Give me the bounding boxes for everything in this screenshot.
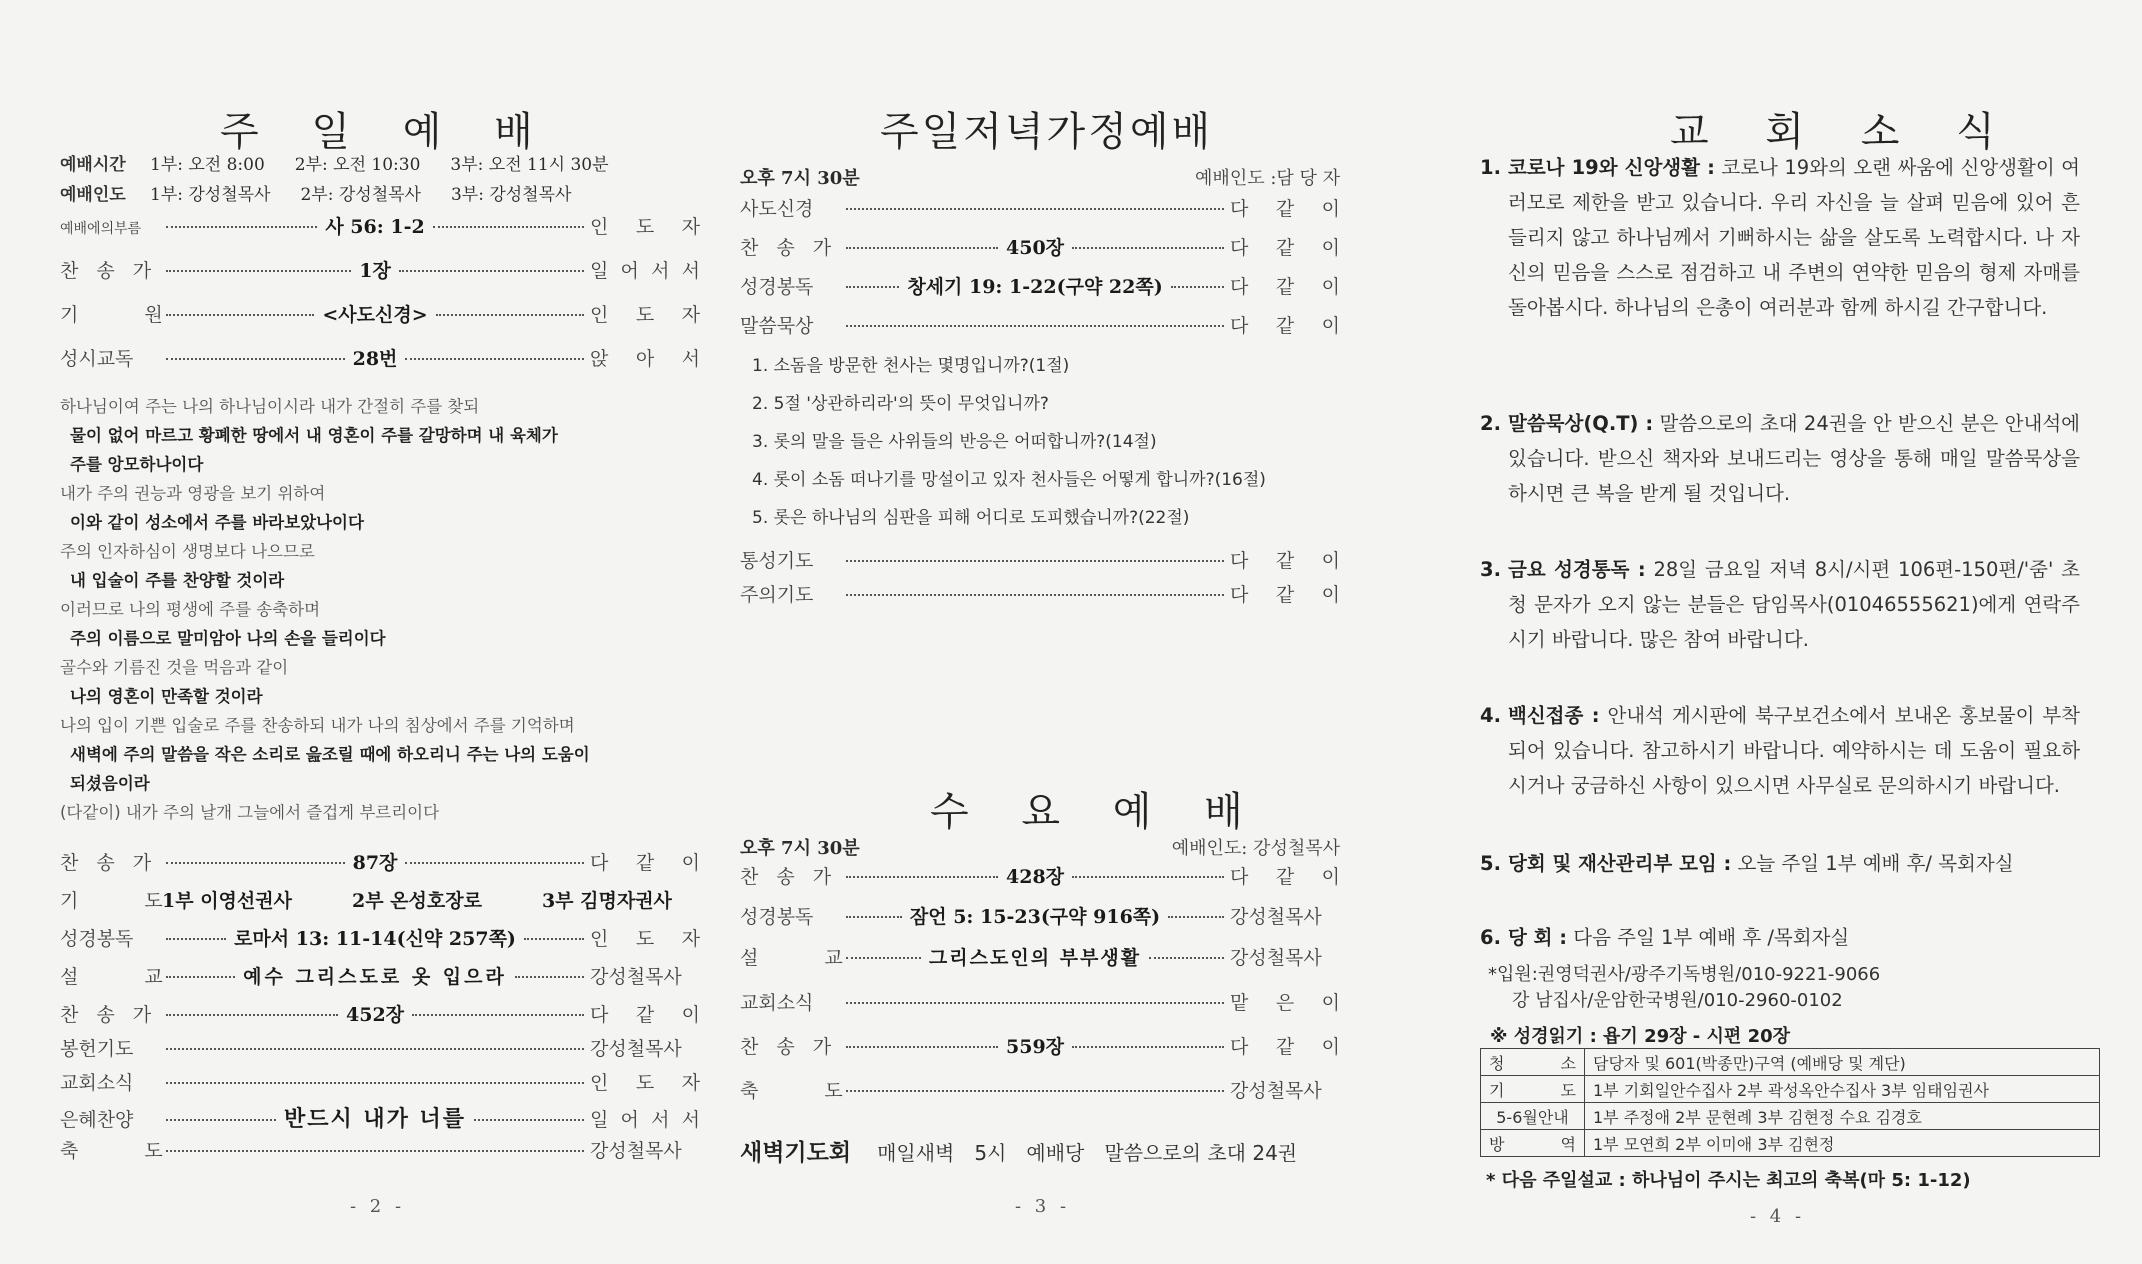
wednesday-header: 오후 7시 30분 예배인도: 강성철목사 (740, 838, 1340, 859)
page-number: - 4 - (1750, 1206, 1806, 1227)
dawn-prayer: 새벽기도회 매일새벽 5시 예배당 말씀으로의 초대 24권 (740, 1140, 1298, 1166)
order-row: 찬 송 가 428장 다 같 이 (740, 866, 1341, 888)
order-row: 찬 송 가 452장 다 같 이 (60, 1004, 701, 1026)
question-item: 1. 소돔을 방문한 천사는 몇명입니까?(1절) (752, 356, 1070, 376)
order-row: 기 원 <사도신경> 인 도 자 (60, 304, 701, 326)
order-row: 교회소식 인 도 자 (60, 1072, 700, 1094)
order-row: 설 교 그리스도인의 부부생활 강성철목사 (740, 947, 1322, 969)
duty-table (1480, 1048, 2100, 1157)
order-row: 은혜찬양 반드시 내가 너를 일 어 서 서 (60, 1106, 700, 1132)
order-row: 교회소식 맡 은 이 (740, 992, 1340, 1014)
next-sermon: * 다음 주일설교 : 하나님이 주시는 최고의 축복(마 5: 1-12) (1486, 1170, 1971, 1191)
page-number: - 3 - (1015, 1196, 1071, 1217)
news-item: 2. 말씀묵상(Q.T) : 말씀으로의 초대 24권을 안 받으신 분은 안내석에 있습니다. 받으신 책자와 보내드리는 영상을 통해 매일 말씀묵상을 하시면 큰 복을 받게 될 것입니다. (1480, 412, 2081, 505)
page-number: - 2 - (350, 1196, 406, 1217)
order-row: 말씀묵상 다 같 이 (740, 315, 1340, 337)
page-title: 주일저녁가정예배 (880, 109, 1214, 155)
order-row: 찬 송 가 87장 다 같 이 (60, 852, 701, 874)
news-item: 1. 코로나 19와 신앙생활 : 코로나 19와의 오랜 싸움에 신앙생활이 여러모로 제한을 받고 있습니다. 우리 자신을 늘 살펴 믿음에 있어 흔들리지 않고 하나님께서 기뻐하시는 삶을 살도록 노력합시다. 나 자신의 믿음을 스스로 점검하고 내 주변의 연약한 믿음의 형제 자매를 돌아봅시다. 하나님의 은총이 여러분과 함께 하시길 간구합니다. (1480, 156, 2081, 319)
page-title: 주 일 예 배 (220, 109, 553, 155)
news-item: 6. 당 회 : 다음 주일 1부 예배 후 /목회자실 (1480, 926, 1850, 949)
bible-reading: ※ 성경읽기 : 욥기 29장 - 시편 20장 (1490, 1026, 1791, 1047)
news-item: 3. 금요 성경통독 : 28일 금요일 저녁 8시/시편 106편-150편/'줌' 초청 문자가 오지 않는 분들은 담임목사(01046555621)에게 연락주시기 바랍니다. 많은 참여 바랍니다. (1480, 558, 2080, 651)
order-row: 축 도 강성철목사 (60, 1140, 682, 1162)
question-item: 5. 롯은 하나님의 심판을 피해 어디로 도피했습니까?(22절) (752, 508, 1190, 528)
news-item: 5. 당회 및 재산관리부 모임 : 오늘 주일 1부 예배 후/ 목회자실 (1480, 852, 2014, 875)
page-2 (60, 0, 700, 1264)
page-title: 교 회 소 식 (1670, 109, 2017, 155)
page-3 (740, 0, 1340, 1264)
order-row: 축 도 강성철목사 (740, 1080, 1322, 1102)
order-row: 통성기도 다 같 이 (740, 550, 1340, 572)
order-row: 성경봉독 창세기 19: 1-22(구약 22쪽) 다 같 이 (740, 276, 1341, 298)
order-row: 설 교 예수 그리스도로 옷 입으라 강성철목사 (60, 966, 682, 988)
order-row: 주의기도 다 같 이 (740, 584, 1340, 606)
prayer-row: 기 도 1부 이영선권사 2부 온성호장로 3부 김명자권사 (60, 890, 672, 912)
question-item: 4. 롯이 소돔 떠나기를 망설이고 있자 천사들은 어떻게 합니까?(16절) (752, 470, 1266, 490)
order-row: 성경봉독 잠언 5: 15-23(구약 916쪽) 강성철목사 (740, 906, 1322, 928)
order-row: 봉헌기도 강성철목사 (60, 1038, 682, 1060)
evening-header: 오후 7시 30분 예배인도 :담 당 자 (740, 168, 1340, 189)
order-row: 찬 송 가 1장 일 어 서 서 (60, 260, 701, 282)
table-row: 방 역 1부 모연희 2부 이미애 3부 김현정 (1481, 1130, 2100, 1157)
order-row: 예배에의부름 사 56: 1-2 인 도 자 (60, 216, 700, 238)
responsive-reading: 하나님이여 주는 나의 하나님이시라 내가 간절히 주를 찾되 물이 없어 마르고 황폐한 땅에서 내 영혼이 주를 갈망하며 내 육체가 주를 앙모하나이다 내가 주의 권능과 영광을 보기 위하여 이와 같이 성소에서 주를 바라보았나이다 주의 인자하심이 생명보다 나으므로 내 입술이 주를 찬양할 것이라 이러므로 나의 평생에 주를 송축하며 주의 이름으로 말미암아 나의 손을 들리이다 골수와 기름진 것을 먹음과 같이 나의 영혼이 만족할 것이라 나의 입이 기쁜 입술로 주를 찬송하되 내가 나의 침상에서 주를 기억하며 새벽에 주의 말씀을 작은 소리로 읊조릴 때에 하오리니 주는 나의 도움이 되셨음이라 (다같이) 내가 주의 날개 그늘에서 즐겁게 부르리이다 (60, 397, 590, 822)
question-item: 3. 롯의 말을 들은 사위들의 반응은 어떠합니까?(14절) (752, 432, 1157, 452)
table-row: 기 도 1부 기회일안수집사 2부 곽성옥안수집사 3부 임태임권사 (1481, 1076, 2100, 1103)
table-row: 청 소 담당자 및 601(박종만)구역 (예배당 및 계단) (1481, 1049, 2100, 1076)
order-row: 사도신경 다 같 이 (740, 198, 1340, 220)
table-row: 5-6월안내 1부 주정애 2부 문현례 3부 김현정 수요 김경호 (1481, 1103, 2100, 1130)
news-item: 4. 백신접종 : 안내석 게시판에 북구보건소에서 보내온 홍보물이 부착되어 있습니다. 참고하시기 바랍니다. 예약하시는 데 도움이 필요하시거나 궁금하신 사항이 있으시면 사무실로 문의하시기 바랍니다. (1480, 704, 2080, 797)
meditation-questions (752, 347, 1332, 537)
hospital-info: *입원:권영덕권사/광주기독병원/010-9221-9066 강 남집사/운암한국병원/010-2960-0102 (1488, 964, 1881, 1011)
order-row: 성시교독 28번 앉 아 서 (60, 348, 701, 370)
order-row: 성경봉독 로마서 13: 11-14(신약 257쪽) 인 도 자 (60, 928, 700, 950)
order-row: 찬 송 가 559장 다 같 이 (740, 1036, 1341, 1058)
page-4 (1480, 0, 2100, 1264)
question-item: 2. 5절 '상관하리라'의 뜻이 무엇입니까? (752, 394, 1049, 414)
order-row: 찬 송 가 450장 다 같 이 (740, 237, 1341, 259)
service-leaders: 예배인도 1부: 강성철목사 2부: 강성철목사 3부: 강성철목사 (60, 185, 572, 205)
wednesday-title: 수 요 예 배 (930, 789, 1263, 835)
service-times: 예배시간 1부: 오전 8:00 2부: 오전 10:30 3부: 오전 11시 30분 (60, 155, 609, 175)
